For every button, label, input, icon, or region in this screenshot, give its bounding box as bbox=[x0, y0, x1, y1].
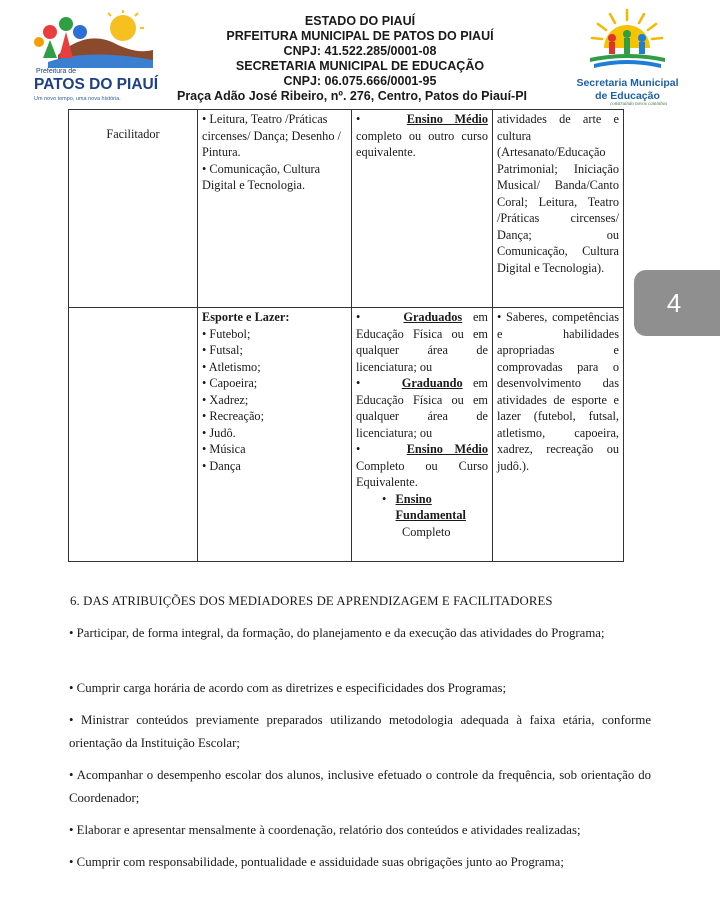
activity-item-text: Atletismo; bbox=[208, 359, 261, 374]
education-entry: • Graduados em Educação Física ou em qualquer área de licenciatura; ou bbox=[356, 310, 488, 374]
activity-item-text: Recreação; bbox=[209, 409, 265, 423]
education-entry: • Ensino Médio Completo ou Curso Equivalente. bbox=[356, 442, 488, 489]
activity-item: • Música bbox=[202, 442, 246, 456]
table-cell-activities bbox=[198, 110, 352, 308]
activity-item-text: Futsal; bbox=[209, 343, 243, 357]
education-detail: Completo bbox=[402, 524, 451, 539]
list-item: • Cumprir carga horária de acordo com as diretrizes e especificidades dos Programas; bbox=[69, 681, 507, 695]
header-prefeitura: PRFEITURA MUNICIPAL DE PATOS DO PIAUÍ bbox=[226, 29, 494, 43]
logo-secretaria-title: Secretaria Municipal bbox=[576, 77, 679, 89]
logo-slogan: Um novo tempo, uma nova história. bbox=[34, 96, 121, 102]
education-entry: • Ensino Fundamental Completo bbox=[356, 491, 488, 541]
activity-item: • Xadrez; bbox=[202, 392, 249, 407]
list-item: • Acompanhar o desempenho escolar dos alunos, inclusive efetuado o controle da frequência, sob orientação do Coordenador; bbox=[69, 768, 651, 805]
education-level: Ensino Médio bbox=[406, 442, 488, 456]
activity-item-text: Xadrez; bbox=[209, 392, 249, 407]
table-cell-education bbox=[352, 308, 493, 562]
logo-secretaria-subtitle: de Educação bbox=[595, 90, 660, 102]
education-detail: em Educação Física ou em qualquer área de licenciatura; ou bbox=[356, 376, 488, 440]
list-item: • Participar, de forma integral, da formação, do planejamento e da execução das atividades do Programa; bbox=[69, 626, 605, 640]
table-row bbox=[69, 308, 624, 562]
activity-item: • Recreação; bbox=[202, 409, 265, 423]
secretaria-logo bbox=[570, 6, 685, 110]
education-level: Graduando bbox=[401, 376, 463, 390]
activity-item: • Futsal; bbox=[202, 343, 243, 357]
activity-item: • Judô. bbox=[202, 425, 236, 440]
education-level: Graduados bbox=[403, 310, 463, 324]
table-row bbox=[69, 110, 624, 308]
education-level: Ensino Fundamental bbox=[395, 491, 466, 522]
table-cell-skills bbox=[493, 110, 624, 308]
role-label: Facilitador bbox=[106, 127, 160, 141]
page-number-tab[interactable] bbox=[634, 270, 720, 336]
table-cell-activities bbox=[198, 308, 352, 562]
secretaria-logo-graphic bbox=[570, 6, 685, 76]
section-title: 6. DAS ATRIBUIÇÕES DOS MEDIADORES DE APRENDIZAGEM E FACILITADORES bbox=[70, 594, 553, 608]
logo-city-name: PATOS DO PIAUÍ bbox=[34, 76, 159, 93]
activity-item-text: Capoeira; bbox=[209, 376, 258, 390]
requirements-table bbox=[68, 109, 624, 562]
education-detail: completo ou outro curso equivalente. bbox=[356, 128, 488, 159]
header-address: Praça Adão José Ribeiro, nº. 276, Centro, Patos do Piauí-PI bbox=[176, 89, 528, 103]
activity-item: • Futebol; bbox=[202, 326, 251, 341]
activity-item: • Leitura, Teatro /Práticas circenses/ Dança; Desenho / Pintura. bbox=[202, 112, 341, 159]
education-detail: em Educação Física ou em qualquer área de licenciatura; ou bbox=[356, 310, 488, 374]
list-item: • Ministrar conteúdos previamente preparados utilizando metodologia adequada à faixa etária, conforme orientação da Instituição Escolar; bbox=[69, 713, 651, 750]
table-cell-education bbox=[352, 110, 493, 308]
activity-item: • Dança bbox=[202, 458, 241, 473]
header-state: ESTADO DO PIAUÍ bbox=[304, 14, 416, 28]
education-detail: Completo ou Curso Equivalente. bbox=[356, 458, 488, 489]
table-cell-skills bbox=[493, 308, 624, 562]
activity-item-text: Judô. bbox=[209, 425, 236, 440]
logo-secretaria-tagline: construindo novos caminhos bbox=[610, 102, 668, 107]
activity-item-text: Dança bbox=[209, 458, 241, 473]
education-entry: • Graduando em Educação Física ou em qualquer área de licenciatura; ou bbox=[356, 376, 488, 440]
activity-item-text: Música bbox=[209, 442, 246, 456]
skills-text: • Saberes, competências e habilidades apropriadas e comprovadas para o desenvolvimento das atividades de esporte e lazer (futebol, futsal, atletismo, capoeira, xadrez, recreação ou judô.). bbox=[497, 310, 619, 473]
activity-item: • Comunicação, Cultura Digital e Tecnologia. bbox=[202, 161, 321, 192]
education-level: Ensino Médio bbox=[406, 112, 488, 126]
activity-item: • Capoeira; bbox=[202, 376, 258, 390]
activity-item: • Atletismo; bbox=[202, 359, 261, 374]
activity-item-text: Futebol; bbox=[209, 326, 251, 341]
table-cell-role bbox=[69, 110, 198, 308]
header-cnpj-2: CNPJ: 06.075.666/0001-95 bbox=[283, 74, 437, 88]
logo-prefix-text: Prefeitura de bbox=[36, 68, 77, 75]
table-cell-role bbox=[69, 308, 198, 562]
page-number: 4 bbox=[666, 287, 682, 318]
list-item: • Cumprir com responsabilidade, pontualidade e assiduidade suas obrigações junto ao Programa; bbox=[69, 855, 564, 869]
activity-group-title: Esporte e Lazer: bbox=[202, 310, 290, 324]
header-cnpj-1: CNPJ: 41.522.285/0001-08 bbox=[283, 44, 437, 58]
list-item: • Elaborar e apresentar mensalmente à coordenação, relatório dos conteúdos e atividades realizadas; bbox=[69, 823, 581, 837]
bullet-glyph: • bbox=[356, 112, 407, 126]
header-secretaria: SECRETARIA MUNICIPAL DE EDUCAÇÃO bbox=[235, 59, 485, 73]
skills-text: atividades de arte e cultura (Artesanato/Educação Patrimonial; Iniciação Musical/ Banda/Canto Coral; Leitura, Teatro /Práticas circenses/ Dança; ou Comunicação, Cultura Digital e Tecnologia). bbox=[497, 112, 619, 275]
